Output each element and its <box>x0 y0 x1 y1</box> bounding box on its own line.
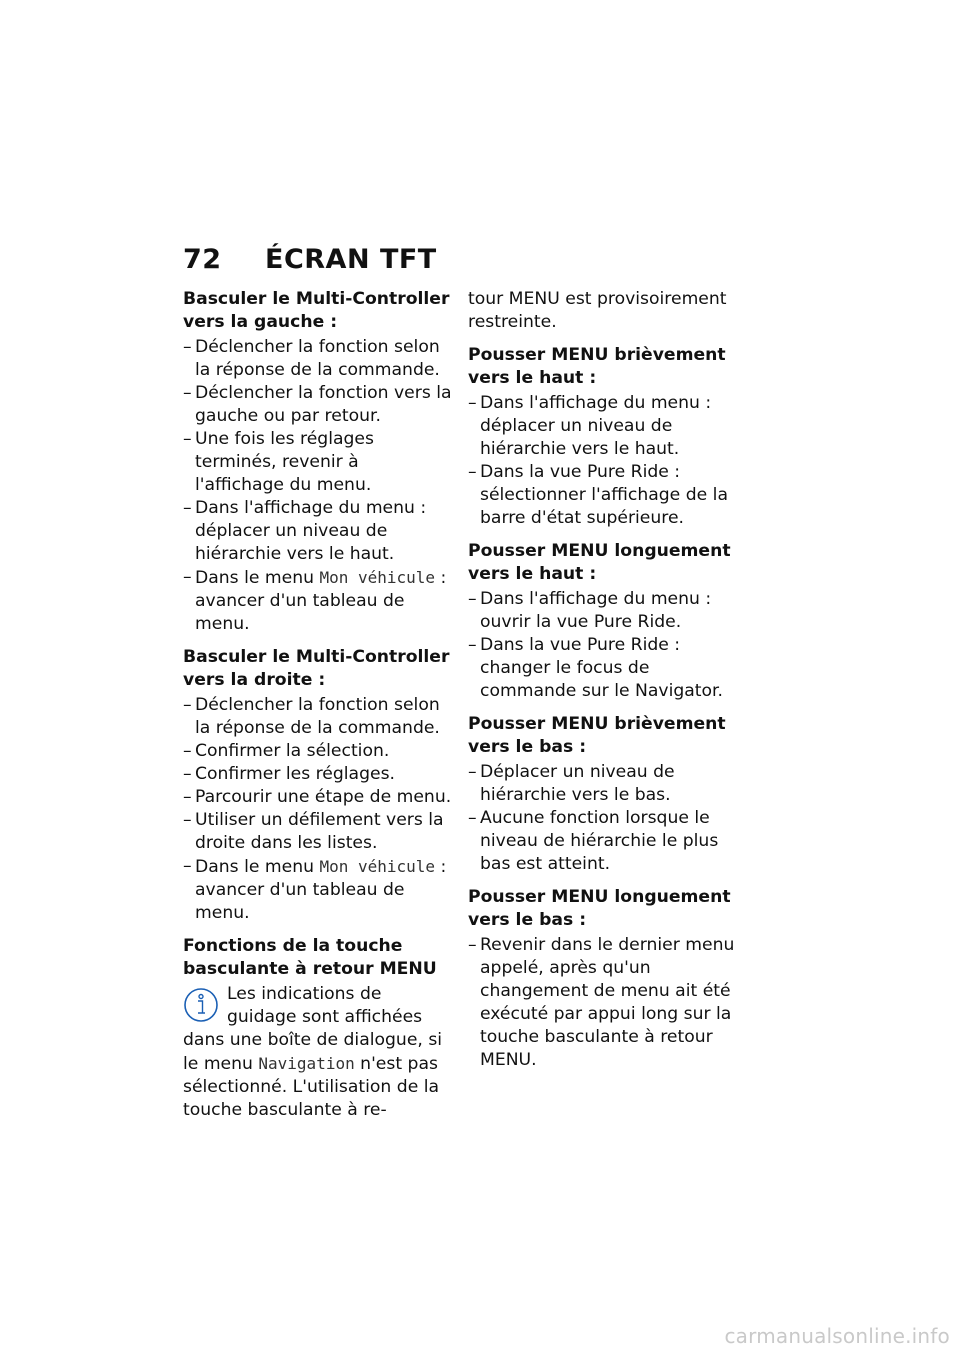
section-heading: Fonctions de la touche basculante à retour MENU <box>183 936 437 979</box>
list-item: – Déclencher la fonction selon la réponse de la commande. <box>183 336 453 382</box>
page-title: ÉCRAN TFT <box>265 244 437 275</box>
section-heading: Pousser MENU longuement vers le bas : <box>468 887 731 930</box>
menu-name-mono: Navigation <box>258 1054 355 1073</box>
bullet-list <box>183 336 453 636</box>
info-note: Les indications de guidage sont affichées dans une boîte de dialogue, si le menu Navigation n'est pas sélectionné. L'utilisation de la touche basculante à re- <box>183 984 443 1120</box>
list-item: – Une fois les réglages terminés, revenir à l'affichage du menu. <box>183 428 453 497</box>
continuation-text: tour MENU est provisoirement restreinte. <box>468 289 727 332</box>
list-item: – Dans le menu Mon véhicule : avancer d'un tableau de menu. <box>183 855 453 925</box>
right-column <box>468 288 740 1072</box>
list-item: – Dans le menu Mon véhicule : avancer d'un tableau de menu. <box>183 566 453 636</box>
left-column <box>183 288 453 1122</box>
list-item: – Déclencher la fonction vers la gauche ou par retour. <box>183 382 453 428</box>
list-item: – Dans l'affichage du menu : déplacer un niveau de hiérarchie vers le haut. <box>183 497 453 566</box>
section-heading: Pousser MENU brièvement vers le bas : <box>468 714 726 757</box>
section-heading: Basculer le Multi-Controller vers la gauche : <box>183 289 450 332</box>
list-item: – Confirmer la sélection. <box>183 740 453 763</box>
section-menu-rocker <box>183 935 453 1122</box>
bullet-list <box>468 934 740 1072</box>
bullet-list <box>468 588 740 703</box>
bullet-list <box>468 392 740 530</box>
section-heading: Pousser MENU longuement vers le haut : <box>468 541 731 584</box>
list-item: – Dans l'affichage du menu : ouvrir la vue Pure Ride. <box>468 588 740 634</box>
section-swing-right <box>183 646 453 925</box>
info-icon <box>183 987 219 1023</box>
watermark: carmanualsonline.info <box>724 1324 950 1348</box>
list-item: – Dans la vue Pure Ride : changer le focus de commande sur le Navigator. <box>468 634 740 703</box>
section-heading: Pousser MENU brièvement vers le haut : <box>468 345 726 388</box>
list-item: – Déclencher la fonction selon la réponse de la commande. <box>183 694 453 740</box>
list-item: – Déplacer un niveau de hiérarchie vers le bas. <box>468 761 740 807</box>
bullet-list <box>183 694 453 925</box>
list-item: – Confirmer les réglages. <box>183 763 453 786</box>
section-menu-long-down <box>468 886 740 1072</box>
bullet-list <box>468 761 740 876</box>
list-item: – Dans la vue Pure Ride : sélectionner l'affichage de la barre d'état supérieure. <box>468 461 740 530</box>
page-header <box>183 244 437 275</box>
page-number: 72 <box>183 244 222 275</box>
section-heading: Basculer le Multi-Controller vers la droite : <box>183 647 450 690</box>
section-menu-short-down <box>468 713 740 876</box>
list-item: – Revenir dans le dernier menu appelé, après qu'un changement de menu ait été exécuté par appui long sur la touche basculante à retour MENU. <box>468 934 740 1072</box>
list-item: – Dans l'affichage du menu : déplacer un niveau de hiérarchie vers le haut. <box>468 392 740 461</box>
list-item: – Utiliser un défilement vers la droite dans les listes. <box>183 809 453 855</box>
menu-name-mono: Mon véhicule <box>319 568 436 587</box>
menu-name-mono: Mon véhicule <box>319 857 436 876</box>
section-menu-short-up <box>468 344 740 530</box>
section-menu-long-up <box>468 540 740 703</box>
section-swing-left <box>183 288 453 636</box>
list-item: – Aucune fonction lorsque le niveau de hiérarchie le plus bas est atteint. <box>468 807 740 876</box>
list-item: – Parcourir une étape de menu. <box>183 786 453 809</box>
